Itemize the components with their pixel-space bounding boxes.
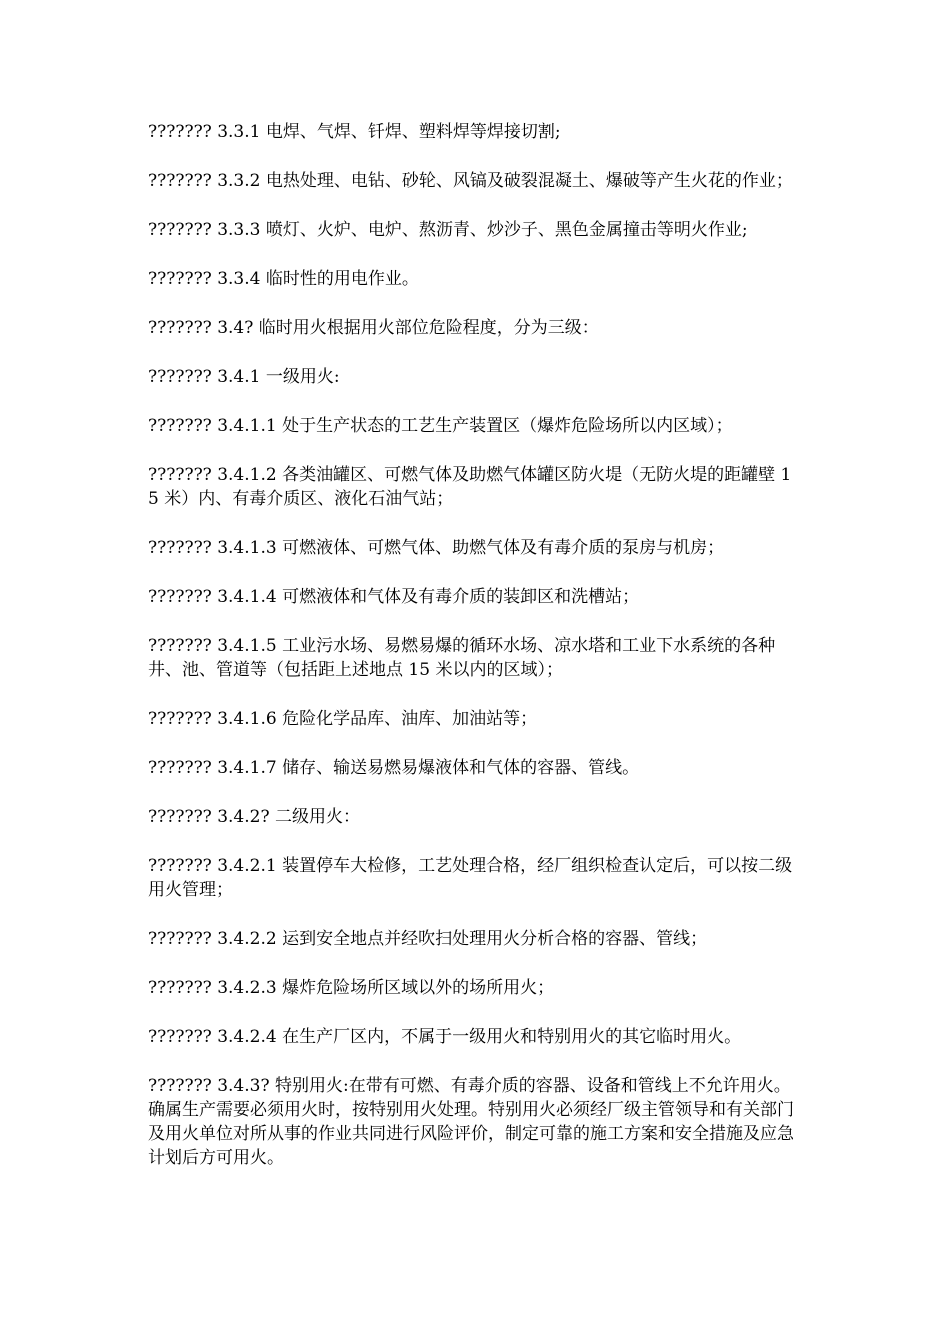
paragraph-3-4-1: ??????? 3.4.1 一级用火: <box>148 367 340 387</box>
paragraph-3-4-1-6: ??????? 3.4.1.6 危险化学品库、油库、加油站等； <box>148 709 538 729</box>
paragraph-3-3-1: ??????? 3.3.1 电焊、气焊、钎焊、塑料焊等焊接切割; <box>148 122 561 142</box>
paragraph-3-4-1-1: ??????? 3.4.1.1 处于生产状态的工艺生产装置区（爆炸危险场所以内区域）； <box>148 416 733 436</box>
paragraph-3-3-2: ??????? 3.3.2 电热处理、电钻、砂轮、风镐及破裂混凝土、爆破等产生火花的作业； <box>148 171 793 191</box>
paragraph-3-4-3: ??????? 3.4.3? 特别用火:在带有可燃、有毒介质的容器、设备和管线上不允许用火。确属生产需要必须用火时，按特别用火处理。特别用火必须经厂级主管领导和有关部门及用火单位对所从事的作业共同进行风险评价，制定可靠的施工方案和安全措施及应急计划后方可用火。 <box>148 1076 794 1168</box>
paragraph-3-3-4: ??????? 3.3.4 临时性的用电作业。 <box>148 269 419 289</box>
paragraph-3-4-2: ??????? 3.4.2? 二级用火： <box>148 807 360 827</box>
paragraph-3-4-1-3: ??????? 3.4.1.3 可燃液体、可燃气体、助燃气体及有毒介质的泵房与机房； <box>148 538 725 558</box>
document-body <box>148 120 798 1195</box>
paragraph-3-4-1-4: ??????? 3.4.1.4 可燃液体和气体及有毒介质的装卸区和洗槽站； <box>148 587 640 607</box>
paragraph-3-4-2-4: ??????? 3.4.2.4 在生产厂区内，不属于一级用火和特别用火的其它临时用火。 <box>148 1027 742 1047</box>
paragraph-3-4-1-2: ??????? 3.4.1.2 各类油罐区、可燃气体及助燃气体罐区防火堤（无防火堤的距罐壁 15 米）内、有毒介质区、液化石油气站； <box>148 465 792 509</box>
paragraph-3-4-2-2: ??????? 3.4.2.2 运到安全地点并经吹扫处理用火分析合格的容器、管线； <box>148 929 708 949</box>
paragraph-3-4-2-3: ??????? 3.4.2.3 爆炸危险场所区域以外的场所用火； <box>148 978 555 998</box>
paragraph-3-4: ??????? 3.4? 临时用火根据用火部位危险程度，分为三级： <box>148 318 599 338</box>
paragraph-3-3-3: ??????? 3.3.3 喷灯、火炉、电炉、熬沥青、炒沙子、黑色金属撞击等明火作业; <box>148 220 748 240</box>
paragraph-3-4-1-7: ??????? 3.4.1.7 储存、输送易燃易爆液体和气体的容器、管线。 <box>148 758 640 778</box>
paragraph-3-4-2-1: ??????? 3.4.2.1 装置停车大检修，工艺处理合格，经厂组织检查认定后，可以按二级用火管理； <box>148 856 793 900</box>
paragraph-3-4-1-5: ??????? 3.4.1.5 工业污水场、易燃易爆的循环水场、凉水塔和工业下水系统的各种井、池、管道等（包括距上述地点 15 米以内的区域）； <box>148 636 776 680</box>
